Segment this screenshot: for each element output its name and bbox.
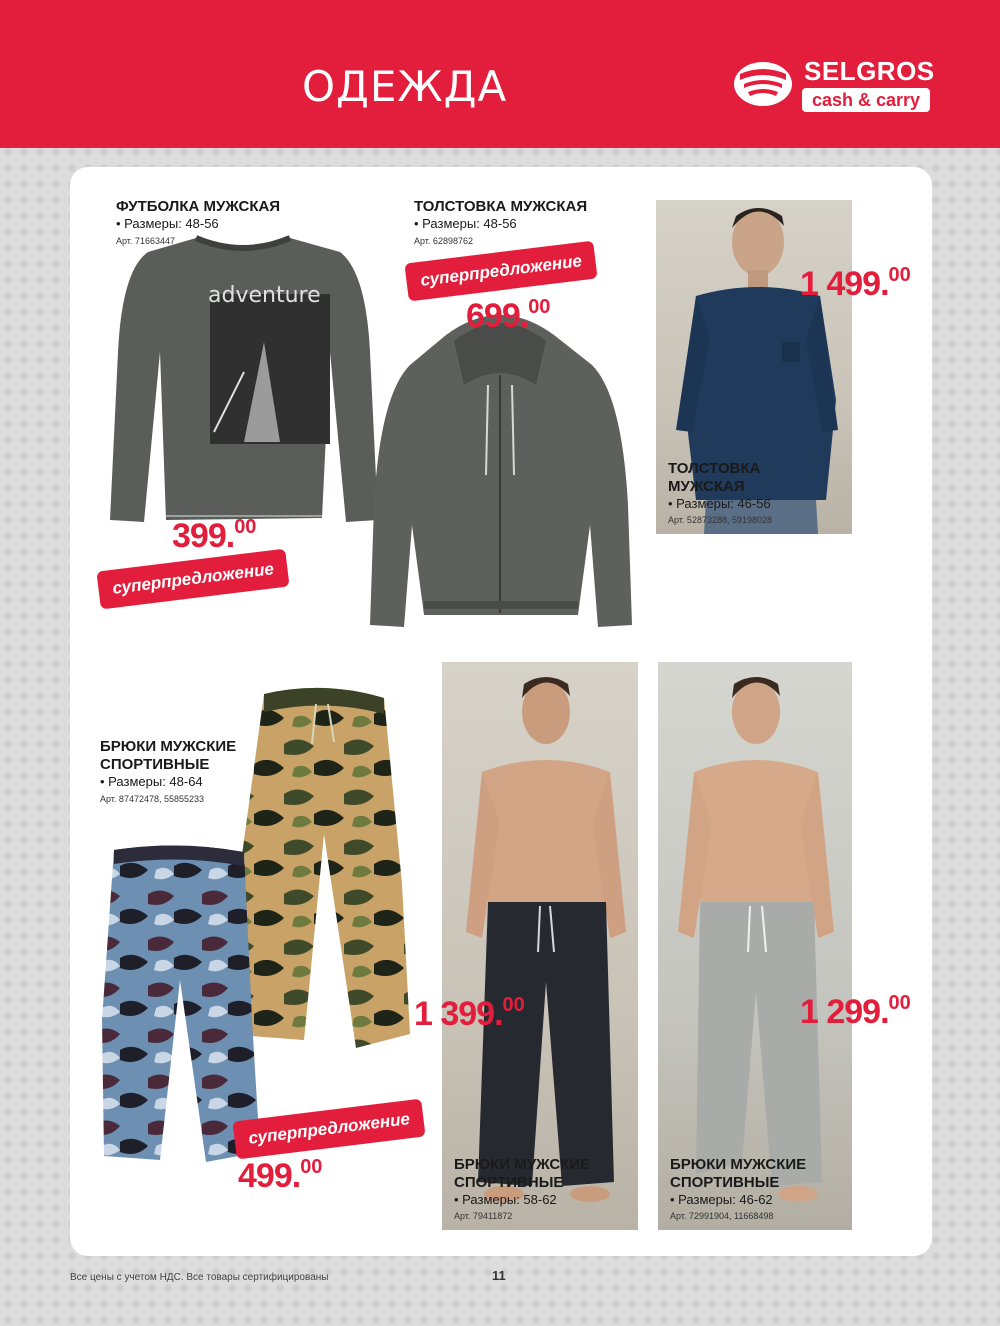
camo-pants-super-offer-badge: суперпредложение xyxy=(232,1099,426,1160)
tshirt-image xyxy=(104,232,382,530)
product-title-line1: БРЮКИ МУЖСКИЕ xyxy=(454,1156,591,1173)
plate-logo-icon xyxy=(732,58,794,108)
tshirt-super-offer-badge: суперпредложение xyxy=(96,549,290,610)
product-title-line2: МУЖСКАЯ xyxy=(668,478,745,495)
product-article: Арт. 79411872 xyxy=(454,1211,513,1221)
product-article: Арт. 72991904, 11668498 xyxy=(670,1211,774,1221)
black-pants-model-image xyxy=(442,662,638,1230)
hoodie-image xyxy=(366,305,636,635)
product-hoodie-info xyxy=(414,198,587,247)
selgros-logo xyxy=(732,56,935,116)
product-title-line1: БРЮКИ МУЖСКИЕ xyxy=(100,738,237,755)
grey-pants-caption xyxy=(670,1156,806,1222)
header-banner xyxy=(0,0,1000,148)
product-article: Арт. 87472478, 55855233 xyxy=(100,794,205,804)
product-article: Арт. 71663447 xyxy=(116,236,175,246)
product-camo-pants-info xyxy=(100,738,236,805)
product-sweatshirt-price: 1 499.00 xyxy=(800,264,911,303)
product-title-line1: ТОЛСТОВКА xyxy=(668,460,761,477)
product-sizes: • Размеры: 46-56 xyxy=(668,496,771,511)
black-pants-caption xyxy=(454,1156,590,1222)
tshirt-print-text: adventure xyxy=(208,283,321,308)
page-number: 11 xyxy=(492,1268,506,1283)
product-article: Арт. 52873288, 59198028 xyxy=(668,515,773,525)
sweatshirt-photo xyxy=(656,200,852,534)
product-grey-pants-price: 1 299.00 xyxy=(800,992,911,1031)
grey-pants-photo xyxy=(658,662,852,1230)
product-sizes: • Размеры: 48-56 xyxy=(116,216,219,231)
product-tshirt-price: 399.00 xyxy=(172,516,257,555)
black-pants-photo xyxy=(442,662,638,1230)
product-article: Арт. 62898762 xyxy=(414,236,473,246)
product-sizes: • Размеры: 48-56 xyxy=(414,216,517,231)
product-hoodie-price: 699.00 xyxy=(466,296,551,335)
product-sizes: • Размеры: 48-64 xyxy=(100,774,203,789)
product-sizes: • Размеры: 46-62 xyxy=(670,1192,773,1207)
product-title: ФУТБОЛКА МУЖСКАЯ xyxy=(116,198,281,215)
product-title-line2: СПОРТИВНЫЕ xyxy=(454,1174,564,1191)
product-black-pants-price: 1 399.00 xyxy=(414,994,525,1033)
sweatshirt-caption xyxy=(668,460,772,526)
grey-pants-model-image xyxy=(658,662,852,1230)
product-sizes: • Размеры: 58-62 xyxy=(454,1192,557,1207)
footer-note: Все цены с учетом НДС. Все товары сертифицированы xyxy=(70,1272,329,1283)
product-title-line2: СПОРТИВНЫЕ xyxy=(100,756,210,773)
page-title: ОДЕЖДА xyxy=(302,62,508,111)
hoodie-super-offer-badge: суперпредложение xyxy=(404,241,598,302)
product-title-line2: СПОРТИВНЫЕ xyxy=(670,1174,780,1191)
brand-tagline: cash & carry xyxy=(802,88,930,112)
product-title-line1: БРЮКИ МУЖСКИЕ xyxy=(670,1156,807,1173)
product-title: ТОЛСТОВКА МУЖСКАЯ xyxy=(414,198,588,215)
brand-name: SELGROS xyxy=(804,56,935,86)
product-camo-pants-price: 499.00 xyxy=(238,1156,323,1195)
